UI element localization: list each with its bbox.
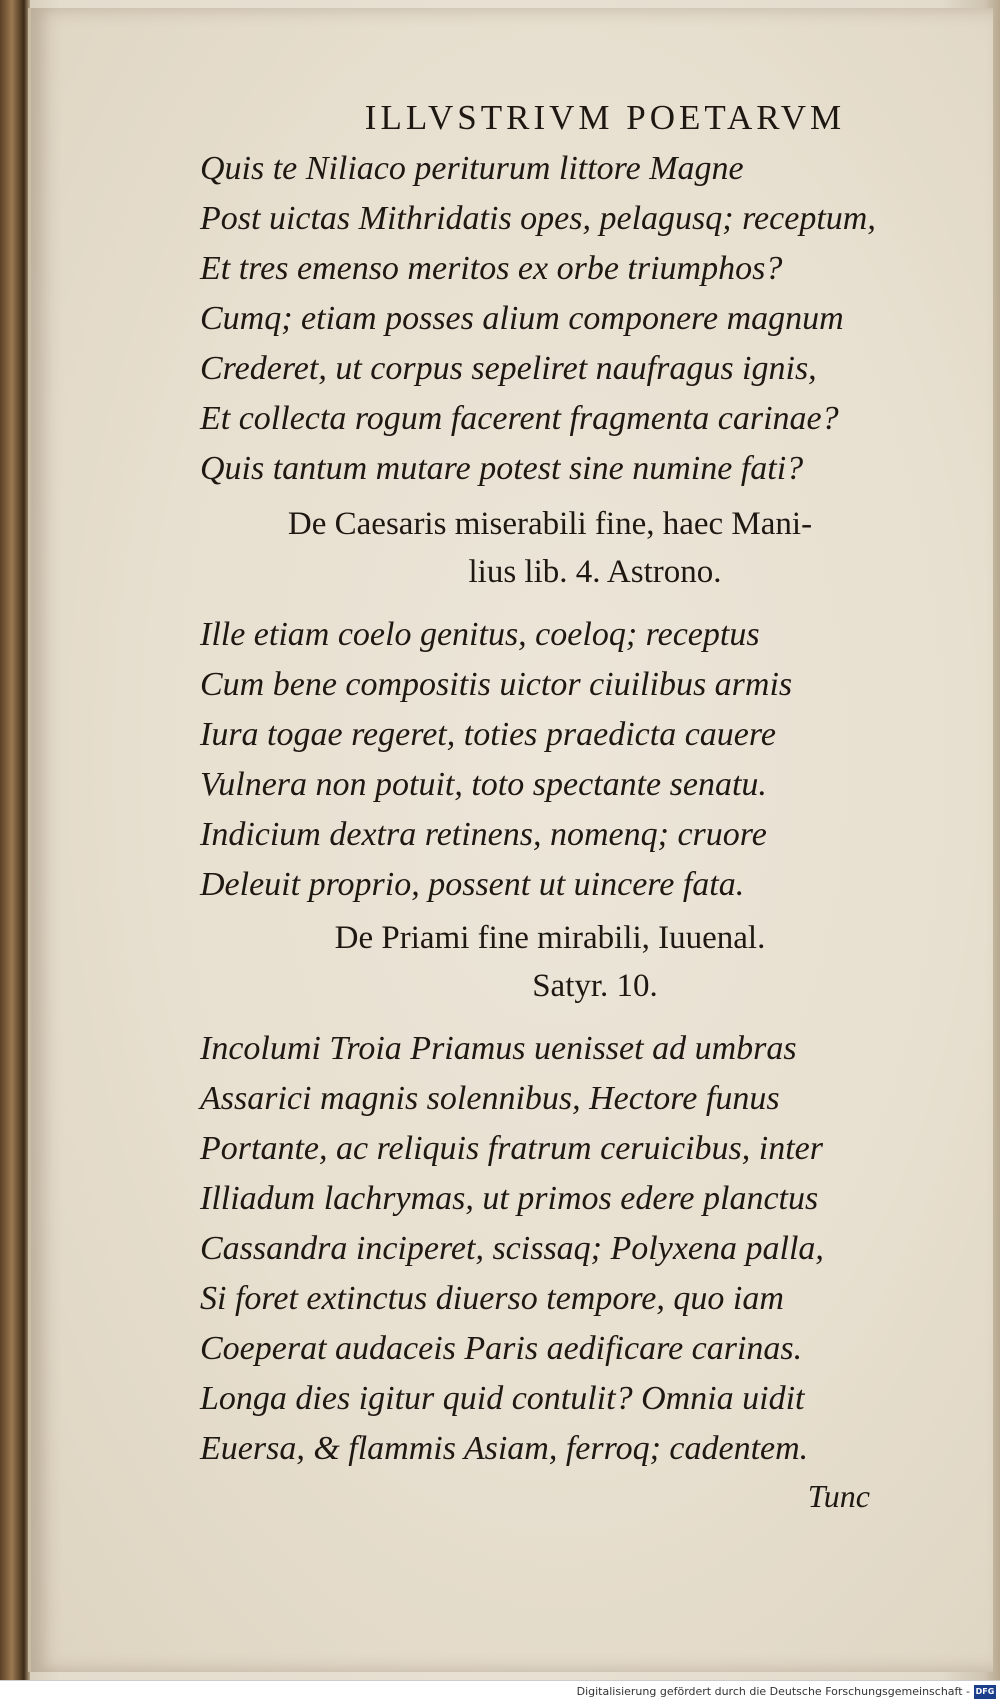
verse-line: Iura togae regeret, toties praedicta cauere: [200, 716, 776, 753]
verse-line: Post uictas Mithridatis opes, pelagusq; receptum,: [200, 200, 876, 237]
verse-line: Et collecta rogum facerent fragmenta carinae?: [200, 400, 839, 437]
verse-line: Illiadum lachrymas, ut primos edere planctus: [200, 1180, 819, 1217]
verse-line: Assarici magnis solennibus, Hectore funus: [200, 1080, 780, 1117]
verse-line: Ille etiam coelo genitus, coeloq; receptus: [200, 616, 760, 653]
verse-line: Crederet, ut corpus sepeliret naufragus ignis,: [200, 350, 817, 387]
section-heading: De Caesaris miserabili fine, haec Mani-: [287, 506, 813, 542]
verse-line: Cum bene compositis uictor ciuilibus armis: [200, 666, 793, 703]
catchword: Tunc: [807, 1478, 870, 1514]
section-subheading: Satyr. 10.: [532, 968, 658, 1004]
verse-line: Quis te Niliaco periturum littore Magne: [200, 150, 744, 187]
verse-section-1: [200, 144, 900, 494]
verse-line: Cassandra inciperet, scissaq; Polyxena palla,: [200, 1230, 824, 1267]
verse-line: Vulnera non potuit, toto spectante senatu.: [200, 766, 767, 803]
book-spine: [0, 0, 30, 1680]
verse-line: Euersa, & flammis Asiam, ferroq; cadentem.: [200, 1430, 809, 1467]
verse-line: Deleuit proprio, possent ut uincere fata.: [200, 866, 745, 903]
dfg-logo: DFG: [974, 1685, 996, 1699]
verse-line: Indicium dextra retinens, nomenq; cruore: [200, 816, 767, 853]
page-text: [200, 98, 900, 1515]
verse-line: Coeperat audaceis Paris aedificare carinas.: [200, 1330, 803, 1367]
verse-section-2: [200, 610, 900, 910]
section-subheading: lius lib. 4. Astrono.: [468, 554, 722, 590]
verse-line: Cumq; etiam posses alium componere magnum: [200, 300, 844, 337]
verse-section-3: [200, 1024, 900, 1474]
verse-line: Et tres emenso meritos ex orbe triumphos?: [200, 250, 783, 287]
section-heading: De Priami fine mirabili, Iuuenal.: [334, 920, 766, 956]
funding-notice: Digitalisierung gefördert durch die Deutsche Forschungsgemeinschaft -: [576, 1685, 970, 1698]
verse-line: Si foret extinctus diuerso tempore, quo iam: [200, 1280, 784, 1317]
verse-line: Portante, ac reliquis fratrum ceruicibus, inter: [200, 1130, 823, 1167]
verse-line: Longa dies igitur quid contulit? Omnia uidit: [200, 1380, 805, 1417]
running-head: ILLVSTRIVM POETARVM: [364, 98, 846, 137]
footer-bar: [0, 1680, 1000, 1704]
verse-line: Quis tantum mutare potest sine numine fati?: [200, 450, 804, 487]
verse-line: Incolumi Troia Priamus uenisset ad umbras: [200, 1030, 797, 1067]
